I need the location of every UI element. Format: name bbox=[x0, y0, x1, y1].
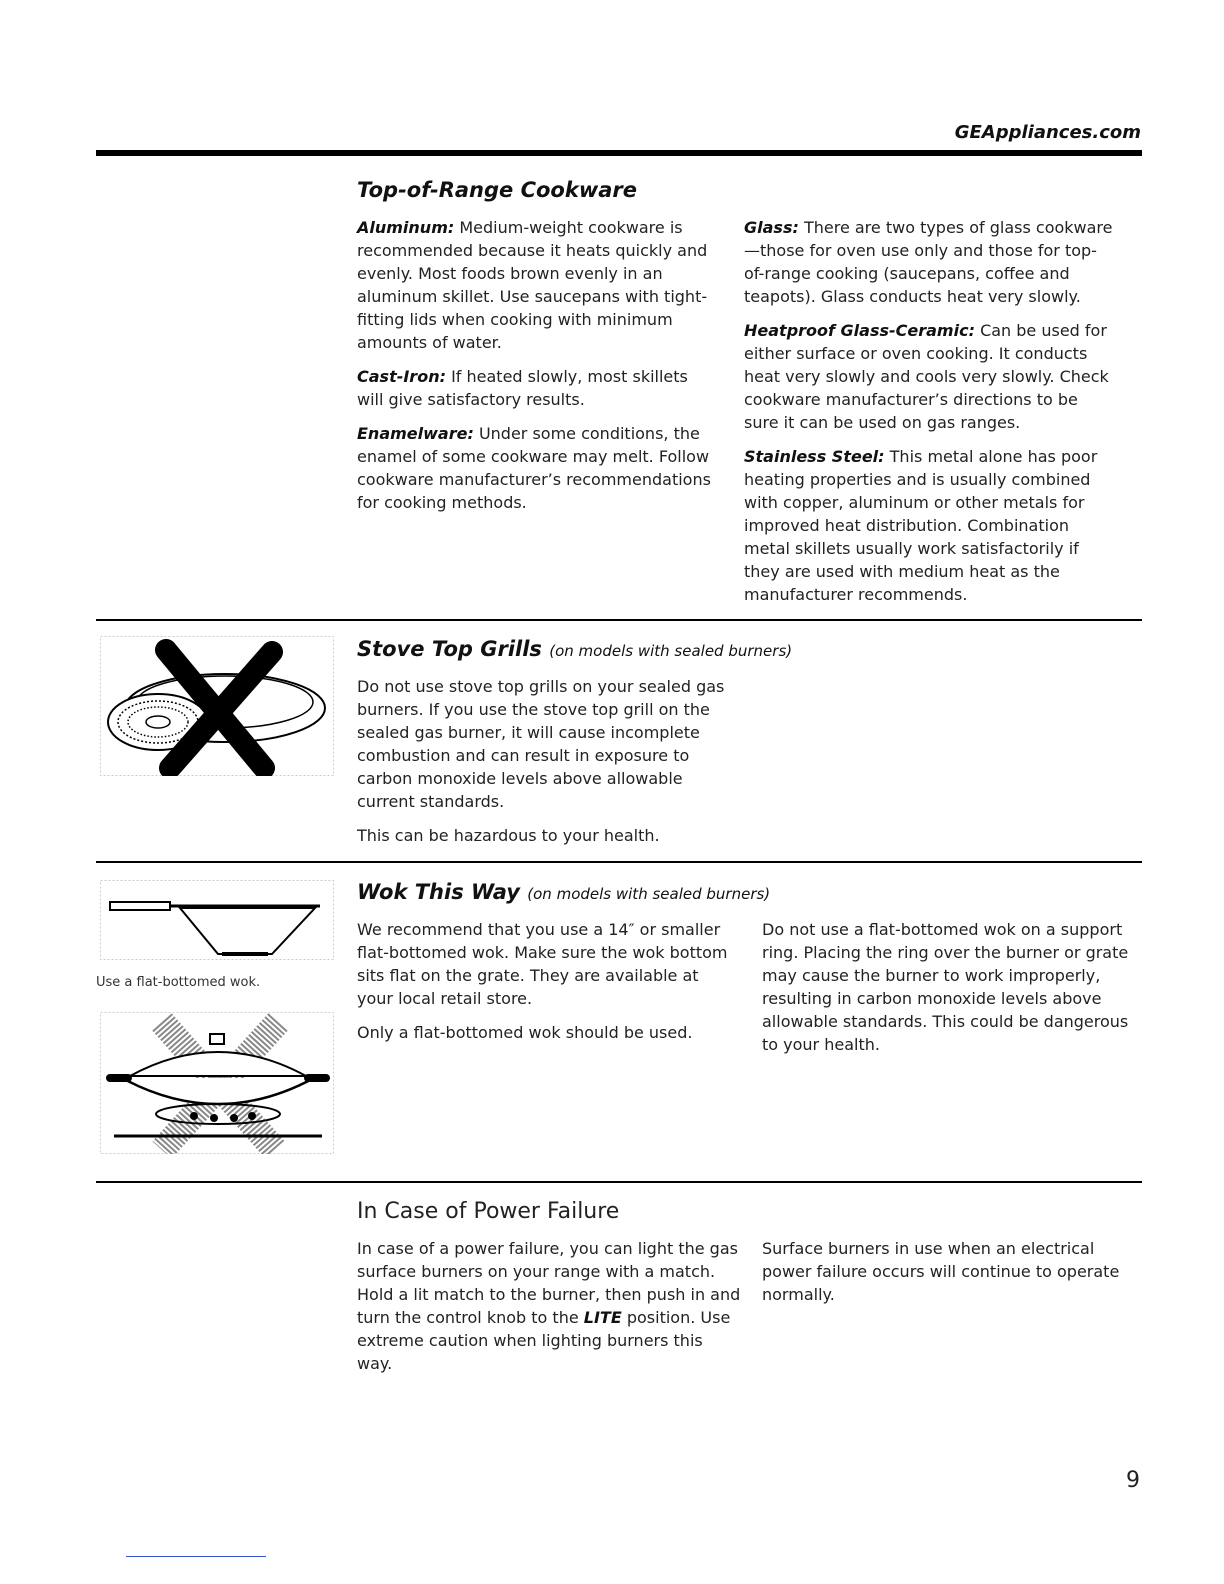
wok-note: (on models with sealed burners) bbox=[527, 885, 771, 903]
wok-caption: Use a flat-bottomed wok. bbox=[96, 975, 261, 990]
power-burners-note: Surface burners in use when an electrical power failure occurs will continue to operate normally. bbox=[762, 1239, 1120, 1304]
castiron-text: If heated slowly, most skillets will give satisfactory results. bbox=[357, 367, 688, 409]
grills-warning: Do not use stove top grills on your sealed gas burners. If you use the stove top grill on the sealed gas burner, it will cause incomplete combustion and can result in exposure to carbon monoxide levels above allowable current standards. bbox=[357, 677, 725, 811]
glass-paragraph bbox=[744, 216, 1114, 308]
enamelware-text: Under some conditions, the enamel of some cookware may melt. Follow cookware manufacturer’s recommendations for cooking methods. bbox=[357, 424, 711, 512]
cookware-title: Top-of-Range Cookware bbox=[357, 178, 637, 202]
ceramic-paragraph bbox=[744, 319, 1114, 434]
grills-title-text: Stove Top Grills bbox=[357, 637, 542, 661]
steel-text: This metal alone has poor heating properties and is usually combined with copper, aluminum or other metals for improved heat distribution. Combination metal skillets usually work satisfactorily if they are used with medium heat as the manufacturer recommends. bbox=[744, 447, 1098, 604]
wok-left-column bbox=[357, 918, 735, 1055]
wok-title bbox=[357, 880, 770, 904]
grills-title bbox=[357, 637, 792, 661]
wok-ring-warning: Do not use a flat-bottomed wok on a support ring. Placing the ring over the burner or grate may cause the burner to work improperly, resulting in carbon monoxide levels above allowable standards. This could be dangerous to your health. bbox=[762, 920, 1129, 1054]
aluminum-term: Aluminum: bbox=[357, 218, 455, 237]
section-divider bbox=[96, 619, 1142, 621]
power-instructions-b: position. Use extreme caution when lighting burners this way. bbox=[357, 1308, 731, 1373]
wok-title-text: Wok This Way bbox=[357, 880, 520, 904]
castiron-term: Cast-Iron: bbox=[357, 367, 446, 386]
cookware-right-column bbox=[744, 216, 1114, 617]
power-instructions-a: In case of a power failure, you can light the gas surface burners on your range with a match. Hold a lit match to the burner, then push in and turn the control knob to the bbox=[357, 1239, 741, 1327]
enamelware-paragraph bbox=[357, 422, 717, 514]
lite-label: LITE bbox=[583, 1308, 622, 1327]
aluminum-paragraph bbox=[357, 216, 717, 354]
power-title: In Case of Power Failure bbox=[357, 1199, 620, 1224]
power-instructions bbox=[357, 1237, 741, 1375]
grills-hazard: This can be hazardous to your health. bbox=[357, 826, 660, 845]
aluminum-text: Medium-weight cookware is recommended because it heats quickly and evenly. Most foods brown evenly in an aluminum skillet. Use saucepans with tight-fitting lids when cooking with minimum amounts of water. bbox=[357, 218, 708, 352]
grill-illustration bbox=[100, 636, 334, 776]
steel-term: Stainless Steel: bbox=[744, 447, 885, 466]
enamelware-term: Enamelware: bbox=[357, 424, 474, 443]
section-divider bbox=[96, 861, 1142, 863]
page-number: 9 bbox=[1126, 1468, 1140, 1493]
glass-term: Glass: bbox=[744, 218, 799, 237]
site-url: GEAppliances.com bbox=[954, 122, 1141, 143]
wok-recommendation: We recommend that you use a 14″ or smaller flat-bottomed wok. Make sure the wok bottom sits flat on the grate. They are available at your local retail store. bbox=[357, 920, 728, 1008]
grills-note: (on models with sealed burners) bbox=[549, 642, 793, 660]
grills-column bbox=[357, 675, 727, 858]
cookware-left-column bbox=[357, 216, 717, 525]
footer-line bbox=[126, 1556, 266, 1557]
section-divider bbox=[96, 1181, 1142, 1183]
power-right-column bbox=[762, 1237, 1132, 1317]
wok-flat-only: Only a flat-bottomed wok should be used. bbox=[357, 1023, 693, 1042]
glass-text: There are two types of glass cookware—those for oven use only and those for top-of-range cooking (saucepans, coffee and teapots). Glass conducts heat very slowly. bbox=[744, 218, 1113, 306]
power-left-column bbox=[357, 1237, 741, 1386]
header-rule bbox=[96, 150, 1142, 156]
ceramic-text: Can be used for either surface or oven cooking. It conducts heat very slowly and cools very slowly. Check cookware manufacturer’s directions to be sure it can be used on gas ranges. bbox=[744, 321, 1109, 432]
wok-right-column bbox=[762, 918, 1132, 1067]
flat-wok-illustration bbox=[100, 880, 334, 960]
castiron-paragraph bbox=[357, 365, 717, 411]
ceramic-term: Heatproof Glass-Ceramic: bbox=[744, 321, 975, 340]
wok-on-ring-illustration bbox=[100, 1012, 334, 1154]
steel-paragraph bbox=[744, 445, 1114, 606]
